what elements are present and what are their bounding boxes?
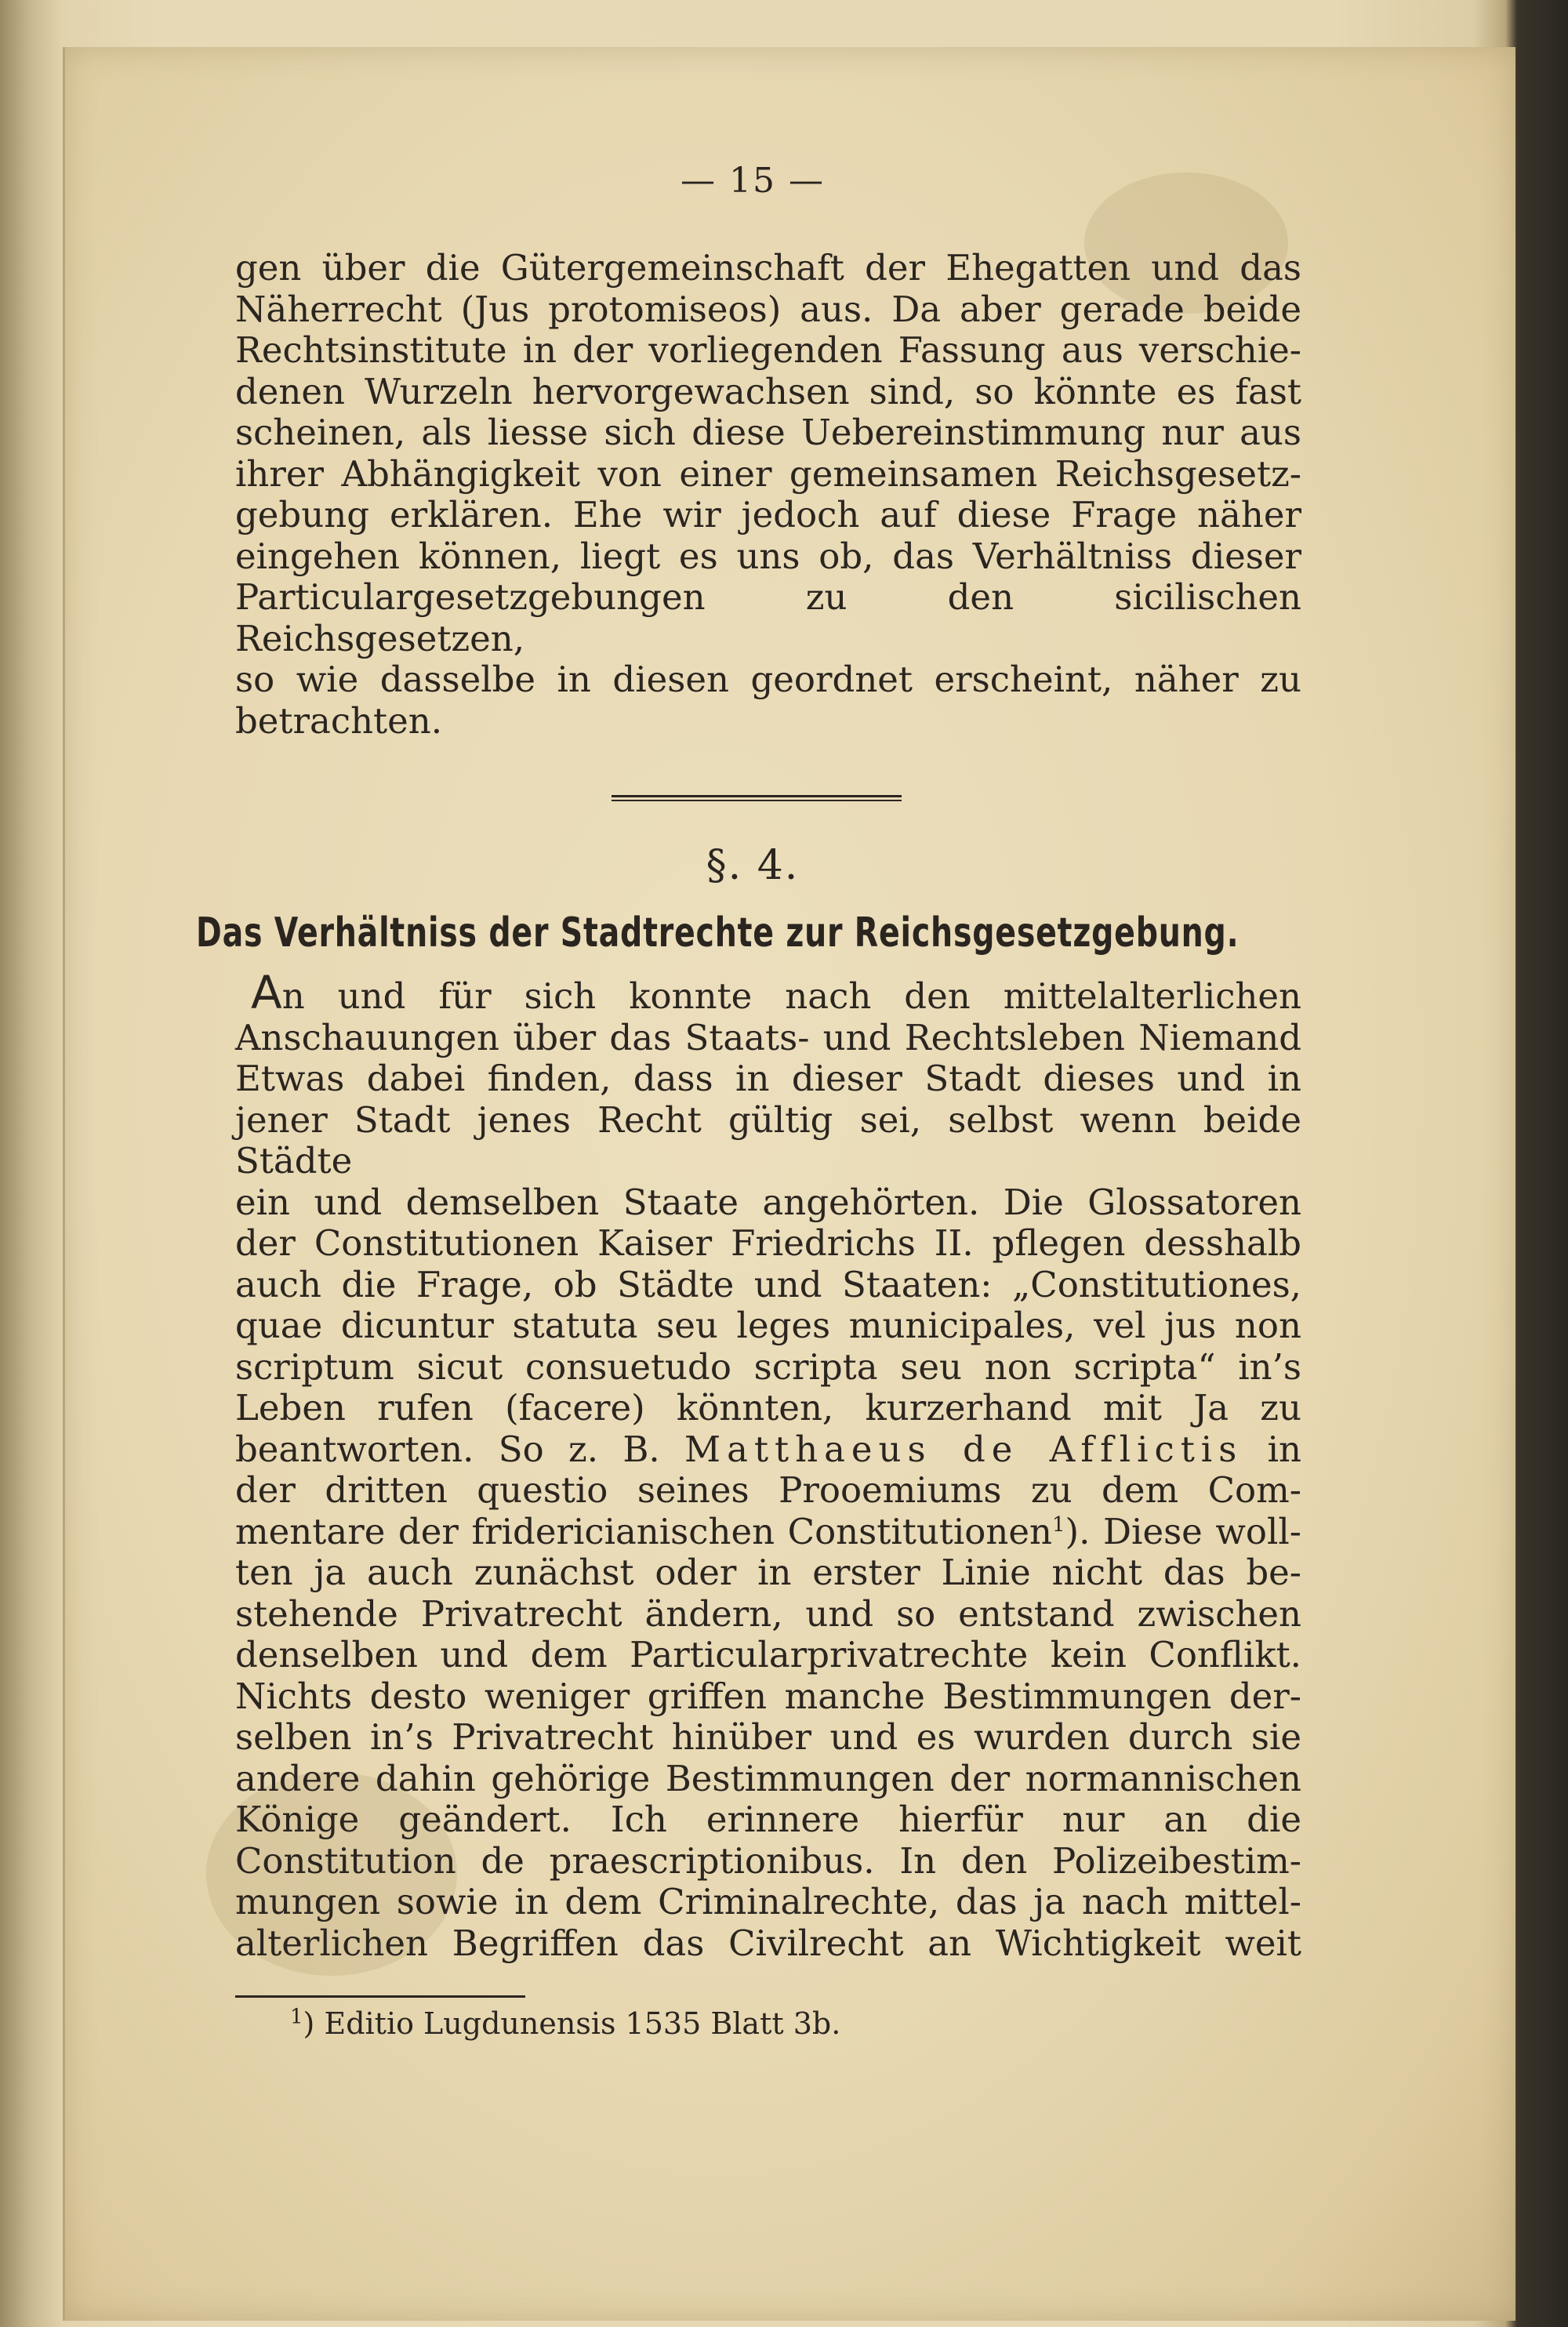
text-line: gen über die Gütergemeinschaft der Ehegatten und das — [235, 247, 1301, 289]
text-line: denen Wurzeln hervorgewachsen sind, so könnte es fast — [235, 370, 1301, 412]
text-line: Näherrecht (Jus protomiseos) aus. Da aber gerade beide — [235, 288, 1301, 330]
section-divider — [612, 795, 902, 801]
author-name: Matthaeus de Afflictis — [684, 1428, 1243, 1470]
text-line: betrachten. — [235, 699, 443, 742]
text-line: Nichts desto weniger griffen manche Bestimmungen der- — [235, 1675, 1301, 1717]
text-line: Particulargesetzgebungen zu den sicilischen Reichsgesetzen, — [235, 576, 1301, 659]
text-line: ein und demselben Staate angehörten. Die Glossatoren — [235, 1181, 1301, 1223]
text-line: andere dahin gehörige Bestimmungen der normannischen — [235, 1757, 1301, 1799]
text-line: selben in’s Privatrecht hinüber und es wurden durch sie — [235, 1716, 1301, 1758]
text-line-first — [235, 966, 1301, 1019]
text-line: quae dicuntur statuta seu leges municipales, vel jus non — [235, 1305, 1301, 1346]
page-content — [196, 161, 1301, 2043]
page-number: — 15 — — [681, 161, 825, 201]
text-line: der dritten questio seines Prooemiums zu dem Com- — [235, 1469, 1301, 1511]
section-number: §. 4. — [706, 842, 800, 889]
text-line: eingehen können, liegt es uns ob, das Verhältniss dieser — [235, 535, 1301, 577]
text-fragment: ). Diese woll- — [1065, 1510, 1301, 1552]
text-line: stehende Privatrecht ändern, und so entstand zwischen — [235, 1592, 1301, 1635]
text-line: Könige geändert. Ich erinnere hierfür nur an die — [235, 1799, 1301, 1840]
footnote-marker: 1 — [290, 2005, 303, 2029]
paragraph-main — [235, 966, 1301, 1964]
footnote — [290, 2004, 1301, 2043]
footnote-reference: 1 — [1051, 1512, 1065, 1537]
text-fragment: in — [1243, 1428, 1301, 1470]
text-line: ihrer Abhängigkeit von einer gemeinsamen Reichsgesetz- — [235, 452, 1301, 495]
text-line: auch die Frage, ob Städte und Staaten: „Constitutiones, — [235, 1263, 1301, 1305]
paragraph-continued — [235, 248, 1301, 742]
text-line: Etwas dabei finden, dass in dieser Stadt dieses und in — [235, 1058, 1301, 1099]
text-line: der Constitutionen Kaiser Friedrichs II. pflegen desshalb — [235, 1222, 1301, 1264]
text-line: gebung erklären. Ehe wir jedoch auf diese Frage näher — [235, 494, 1301, 535]
section-heading: Das Verhältniss der Stadtrechte zur Reichsgesetzgebung. — [196, 909, 1240, 957]
text-line: scriptum sicut consuetudo scripta seu non scripta“ in’s — [235, 1345, 1301, 1388]
text-line: Rechtsinstitute in der vorliegenden Fassung aus verschie- — [235, 329, 1301, 371]
text-line: so wie dasselbe in diesen geordnet erscheint, näher zu — [235, 659, 1301, 700]
text-line: Constitution de praescriptionibus. In den Polizeibestim- — [235, 1839, 1301, 1882]
text-line: scheinen, als liesse sich diese Uebereinstimmung nur aus — [235, 412, 1301, 453]
text-line: Anschauungen über das Staats- und Rechtsleben Niemand — [235, 1016, 1301, 1058]
text-line-author — [235, 1429, 1301, 1471]
text-fragment: mentare der fridericianischen Constitutionen — [235, 1510, 1052, 1552]
text-line: alterlichen Begriffen das Civilrecht an Wichtigkeit weit — [235, 1922, 1301, 1964]
text-line: jener Stadt jenes Recht gültig sei, selbst wenn beide Städte — [235, 1098, 1301, 1182]
footnote-text: Editio Lugdunensis 1535 Blatt 3b. — [314, 2006, 841, 2041]
footnote-divider — [235, 1995, 525, 1998]
text-line: Leben rufen (facere) könnten, kurzerhand mit Ja zu — [235, 1387, 1301, 1429]
text-line: denselben und dem Particularprivatrechte kein Conflikt. — [235, 1634, 1301, 1675]
text-fragment: n und für sich konnte nach den mittelalterlichen — [281, 975, 1301, 1017]
text-line-footnote-ref — [235, 1512, 1301, 1553]
text-fragment: beantworten. So z. B. — [235, 1428, 685, 1470]
text-line: ten ja auch zunächst oder in erster Linie nicht das be- — [235, 1552, 1301, 1593]
text-line: mungen sowie in dem Criminalrechte, das ja nach mittel- — [235, 1881, 1301, 1922]
initial-letter: A — [251, 966, 282, 1019]
footnote-marker-close: ) — [303, 2006, 315, 2041]
